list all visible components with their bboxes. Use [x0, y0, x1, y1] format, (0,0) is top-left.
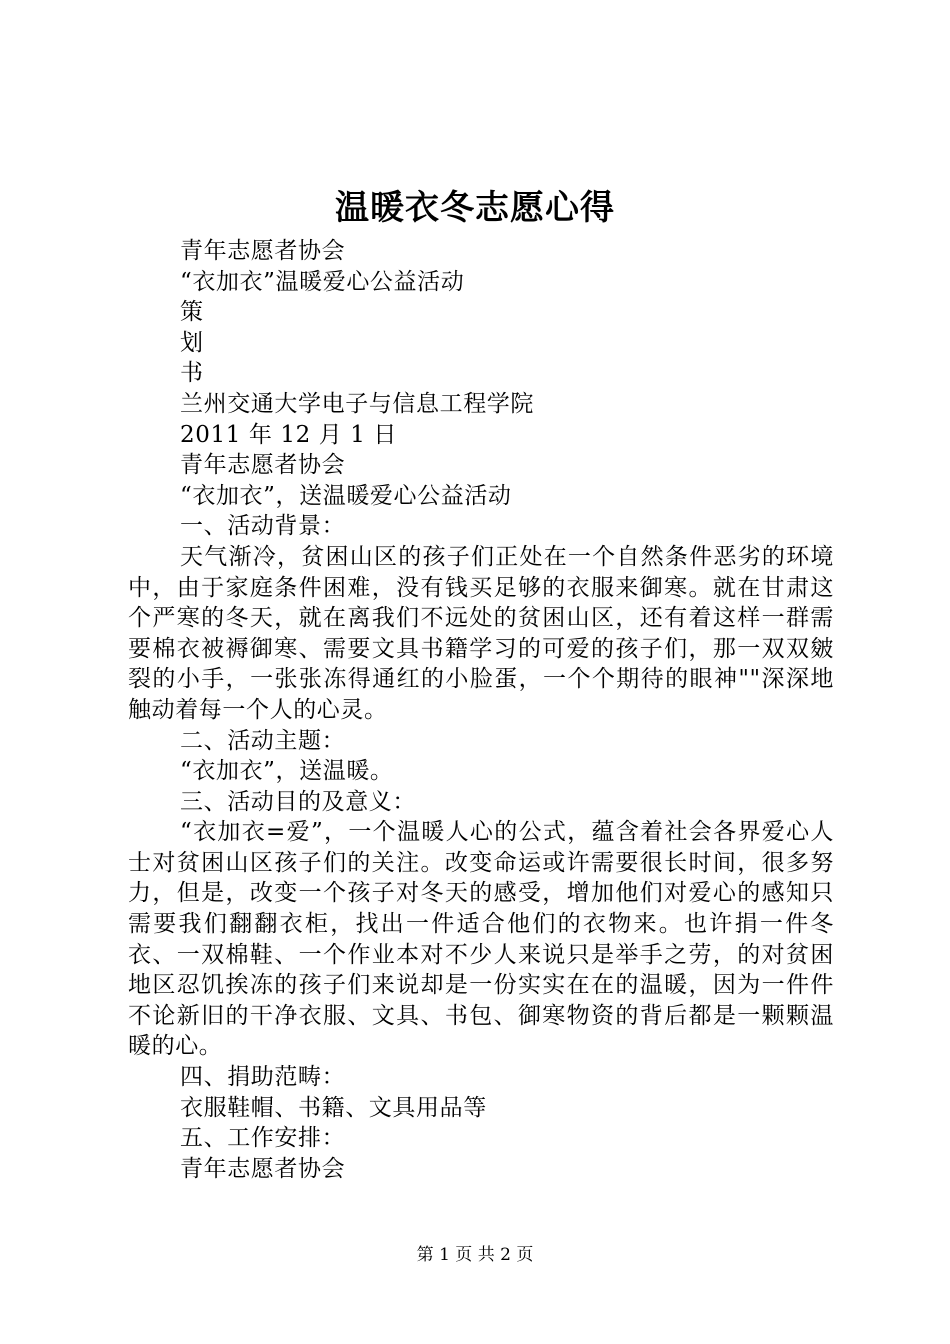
- section-heading: 四、捐助范畴：: [180, 1064, 346, 1091]
- text-line: 青年志愿者协会: [180, 1155, 346, 1182]
- text-line: 书: [180, 360, 204, 387]
- document-body: [128, 236, 834, 1184]
- text-line: 兰州交通大学电子与信息工程学院: [180, 390, 534, 417]
- text-line: 策: [180, 299, 204, 326]
- section-heading: 五、工作安排：: [180, 1125, 346, 1152]
- text-line: 衣服鞋帽、书籍、文具用品等: [180, 1094, 487, 1121]
- text-line: “衣加衣”，送温暖。: [180, 758, 394, 785]
- section-heading: 二、活动主题：: [180, 727, 346, 754]
- paragraph-background: 天气渐冷，贫困山区的孩子们正处在一个自然条件恶劣的环境中，由于家庭条件困难，没有钱买足够的衣服来御寒。就在甘肃这个严寒的冬天，就在离我们不远处的贫困山区，还有着这样一群需要棉衣被褥御寒、需要文具书籍学习的可爱的孩子们，那一双双皴裂的小手，一张张冻得通红的小脸蛋，一个个期待的眼神""深深地触动着每一个人的心灵。: [128, 543, 834, 723]
- text-line: 划: [180, 329, 204, 356]
- paragraph-purpose: “衣加衣=爱”，一个温暖人心的公式，蕴含着社会各界爱心人士对贫困山区孩子们的关注。改变命运或许需要很长时间，很多努力，但是，改变一个孩子对冬天的感受，增加他们对爱心的感知只需要我们翻翻衣柜，找出一件适合他们的衣物来。也许捐一件冬衣、一双棉鞋、一个作业本对不少人来说只是举手之劳，的对贫困地区忍饥挨冻的孩子们来说却是一份实实在在的温暖，因为一件件不论新旧的干净衣服、文具、书包、御寒物资的背后都是一颗颗温暖的心。: [128, 819, 834, 1060]
- date-line: 2011 年 12 月 1 日: [180, 421, 397, 448]
- document-title: 温暖衣冬志愿心得: [335, 188, 615, 228]
- text-line: “衣加衣”，送温暖爱心公益活动: [180, 482, 512, 509]
- text-line: “衣加衣”温暖爱心公益活动: [180, 268, 465, 295]
- text-line: 青年志愿者协会: [180, 452, 346, 479]
- section-heading: 三、活动目的及意义：: [180, 788, 416, 815]
- section-heading: 一、活动背景：: [180, 513, 346, 540]
- text-line: 青年志愿者协会: [180, 238, 346, 264]
- page-number-footer: 第 1 页 共 2 页: [416, 1245, 534, 1265]
